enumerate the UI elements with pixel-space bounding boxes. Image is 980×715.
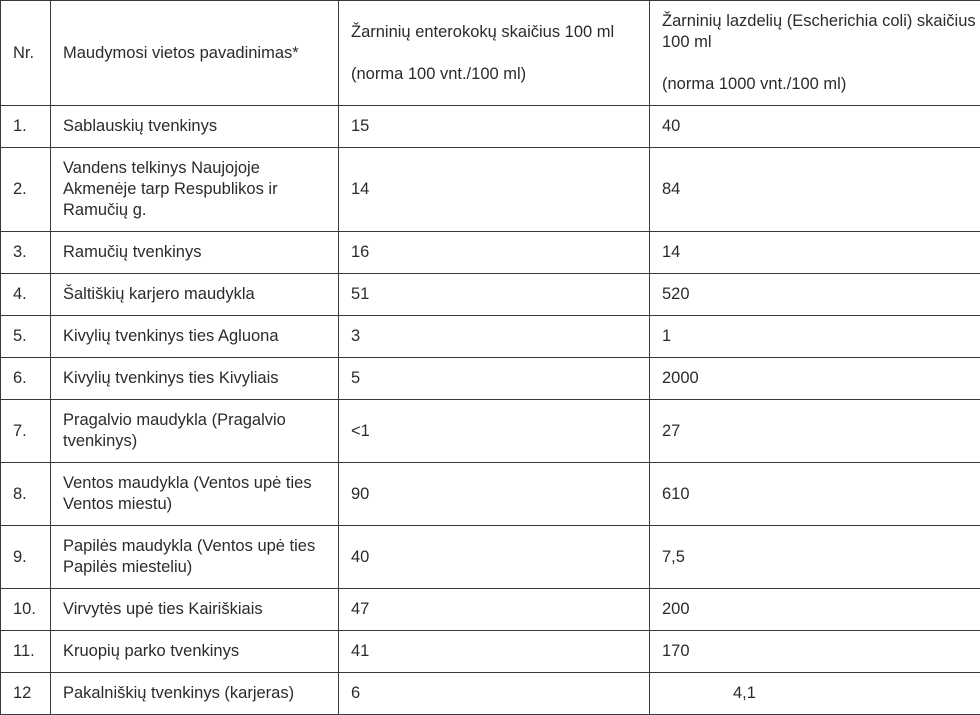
column-header-enterococci bbox=[339, 1, 650, 106]
ecoli-count: 7,5 bbox=[650, 526, 980, 589]
table-row bbox=[1, 589, 980, 631]
table-row bbox=[1, 106, 980, 148]
ecoli-count: 200 bbox=[650, 589, 980, 631]
row-number: 9. bbox=[1, 526, 51, 589]
bathing-site-name: Ramučių tvenkinys bbox=[51, 232, 339, 274]
row-number: 7. bbox=[1, 400, 51, 463]
table-row bbox=[1, 526, 980, 589]
ecoli-count: 4,1 bbox=[650, 673, 980, 715]
row-number: 3. bbox=[1, 232, 51, 274]
row-number: 5. bbox=[1, 316, 51, 358]
row-number: 1. bbox=[1, 106, 51, 148]
row-number: 8. bbox=[1, 463, 51, 526]
table-row bbox=[1, 673, 980, 715]
enterococci-count: 6 bbox=[339, 673, 650, 715]
ecoli-count: 1 bbox=[650, 316, 980, 358]
bathing-site-name: Pragalvio maudykla (Pragalvio tvenkinys) bbox=[51, 400, 339, 463]
bathing-site-name: Ventos maudykla (Ventos upė ties Ventos miestu) bbox=[51, 463, 339, 526]
bathing-site-name: Sablauskių tvenkinys bbox=[51, 106, 339, 148]
enterococci-count: 3 bbox=[339, 316, 650, 358]
row-number: 2. bbox=[1, 148, 51, 232]
table-row bbox=[1, 274, 980, 316]
table-row bbox=[1, 148, 980, 232]
enterococci-count: 47 bbox=[339, 589, 650, 631]
table-row bbox=[1, 358, 980, 400]
table-header-row bbox=[1, 1, 980, 106]
enterococci-count: <1 bbox=[339, 400, 650, 463]
table-row bbox=[1, 463, 980, 526]
column-header-ecoli bbox=[650, 1, 980, 106]
row-number: 10. bbox=[1, 589, 51, 631]
table-row bbox=[1, 316, 980, 358]
ecoli-count: 40 bbox=[650, 106, 980, 148]
ecoli-count: 610 bbox=[650, 463, 980, 526]
enterococci-count: 90 bbox=[339, 463, 650, 526]
enterococci-count: 16 bbox=[339, 232, 650, 274]
column-header-bathing-site-name: Maudymosi vietos pavadinimas* bbox=[51, 1, 339, 106]
bathing-site-name: Papilės maudykla (Ventos upė ties Papilės miesteliu) bbox=[51, 526, 339, 589]
bathing-site-name: Kruopių parko tvenkinys bbox=[51, 631, 339, 673]
row-number: 12 bbox=[1, 673, 51, 715]
ecoli-count: 520 bbox=[650, 274, 980, 316]
bathing-site-name: Kivylių tvenkinys ties Agluona bbox=[51, 316, 339, 358]
bathing-site-name: Kivylių tvenkinys ties Kivyliais bbox=[51, 358, 339, 400]
bathing-site-name: Pakalniškių tvenkinys (karjeras) bbox=[51, 673, 339, 715]
enterococci-count: 51 bbox=[339, 274, 650, 316]
enterococci-header-title: Žarninių enterokokų skaičius 100 ml bbox=[351, 23, 614, 41]
table-row bbox=[1, 400, 980, 463]
enterococci-count: 41 bbox=[339, 631, 650, 673]
bathing-site-name: Virvytės upė ties Kairiškiais bbox=[51, 589, 339, 631]
column-header-nr: Nr. bbox=[1, 1, 51, 106]
row-number: 11. bbox=[1, 631, 51, 673]
enterococci-header-norm: (norma 100 vnt./100 ml) bbox=[351, 64, 637, 85]
ecoli-count: 2000 bbox=[650, 358, 980, 400]
enterococci-count: 5 bbox=[339, 358, 650, 400]
enterococci-count: 15 bbox=[339, 106, 650, 148]
row-number: 4. bbox=[1, 274, 51, 316]
table-row bbox=[1, 232, 980, 274]
ecoli-header-title: Žarninių lazdelių (Escherichia coli) skaičius 100 ml bbox=[662, 12, 976, 51]
ecoli-count: 27 bbox=[650, 400, 980, 463]
ecoli-header-norm: (norma 1000 vnt./100 ml) bbox=[662, 74, 978, 95]
enterococci-count: 40 bbox=[339, 526, 650, 589]
bathing-site-name: Šaltiškių karjero maudykla bbox=[51, 274, 339, 316]
ecoli-count: 170 bbox=[650, 631, 980, 673]
table-row bbox=[1, 631, 980, 673]
ecoli-count: 84 bbox=[650, 148, 980, 232]
bathing-site-name: Vandens telkinys Naujojoje Akmenėje tarp Respublikos ir Ramučių g. bbox=[51, 148, 339, 232]
row-number: 6. bbox=[1, 358, 51, 400]
ecoli-count: 14 bbox=[650, 232, 980, 274]
enterococci-count: 14 bbox=[339, 148, 650, 232]
